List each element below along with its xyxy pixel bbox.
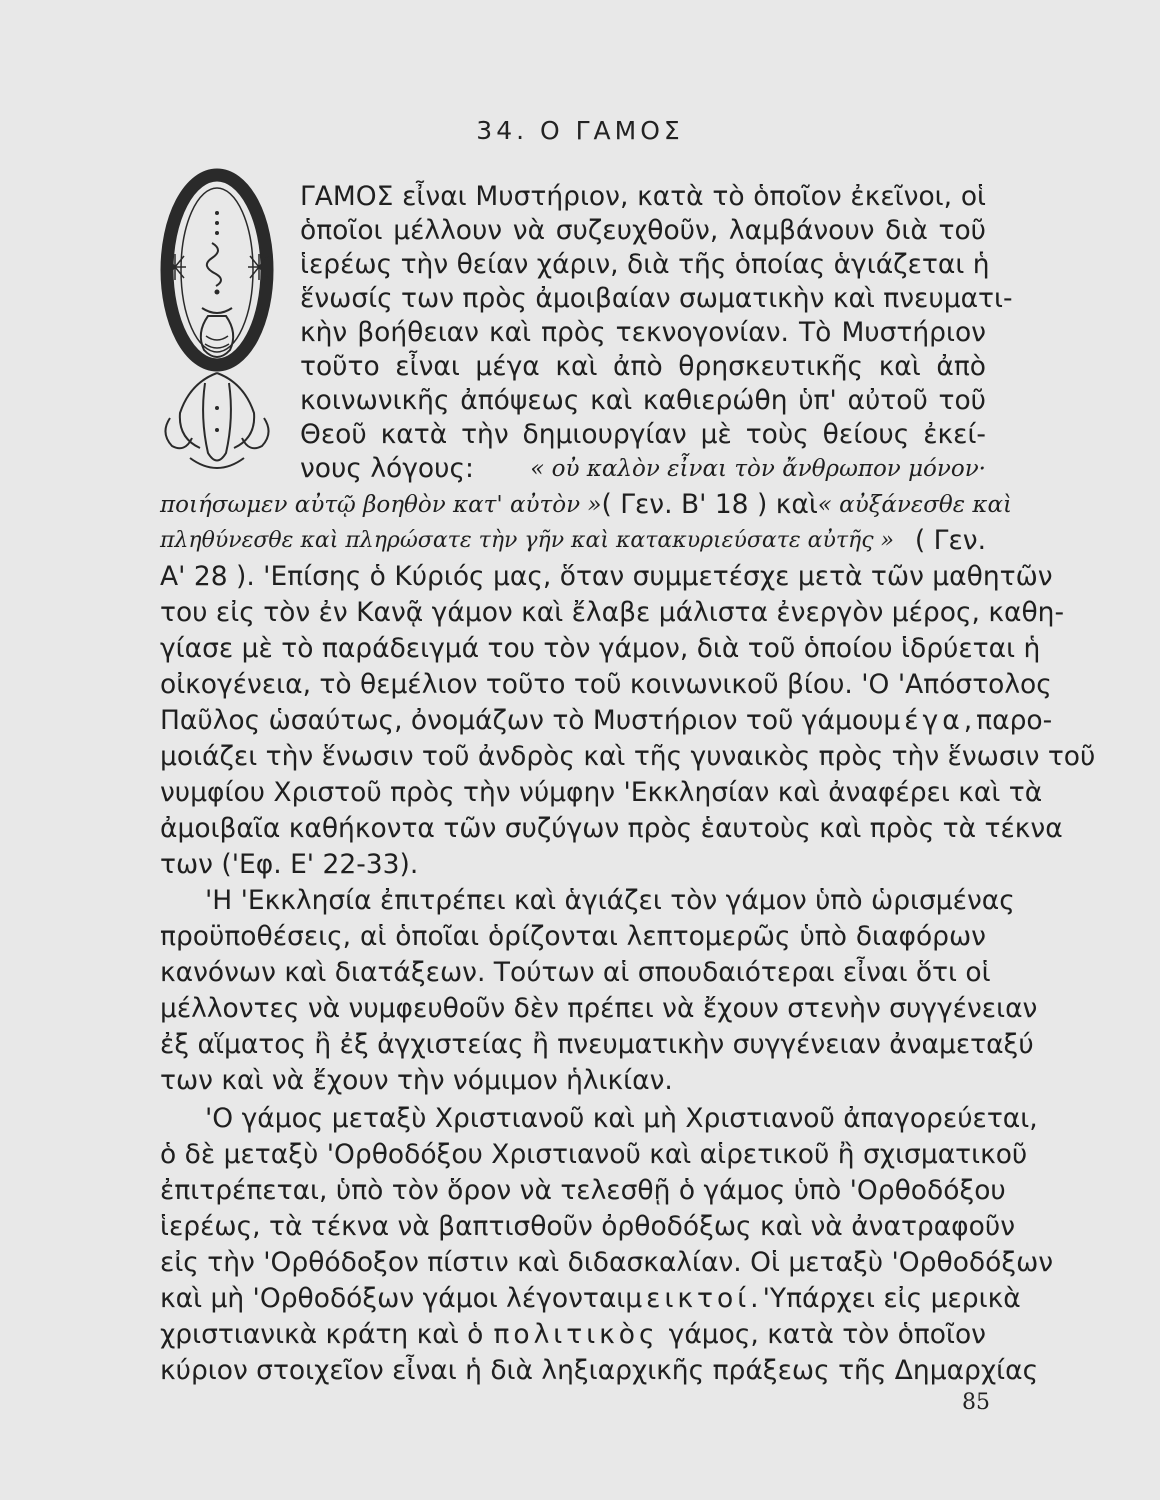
text-segment: νους λόγους: [300, 453, 474, 484]
text-line: κοινωνικῆς ἀπόψεως καὶ καθιερώθη ὑπ' αὐτοῦ τοῦ [300, 385, 986, 416]
text-line [160, 524, 986, 558]
text-line: ἱερέως τὴν θείαν χάριν, διὰ τῆς ὁποίας ἁγιάζεται ἡ [300, 249, 990, 280]
text-segment: χριστιανικὰ κράτη καὶ ὁ [160, 1319, 484, 1350]
scripture-quote: « οὐ καλὸν εἶναι τὸν ἄνθρωπον μόνον· [530, 456, 986, 482]
emphasized-word: πολιτικὸς [493, 1319, 659, 1350]
text-line: ἱερέως, τὰ τέκνα νὰ βαπτισθοῦν ὀρθοδόξως καὶ νὰ ἀνατραφοῦν [160, 1211, 1016, 1242]
text-line: οἰκογένεια, τὸ θεμέλιον τοῦτο τοῦ κοινωνικοῦ βίου. 'Ο 'Απόστολος [160, 669, 1052, 700]
text-line: ὁποῖοι μέλλουν νὰ συζευχθοῦν, λαμβάνουν διὰ τοῦ [300, 215, 986, 246]
text-segment: γάμος, κατὰ τὸν ὁποῖον [668, 1319, 986, 1350]
text-line: Θεοῦ κατὰ τὴν δημιουργίαν μὲ τοὺς θείους ἐκεί- [300, 419, 986, 450]
text-line: Α' 28 ). 'Επίσης ὁ Κύριός μας, ὅταν συμμετέσχε μετὰ τῶν μαθητῶν [160, 561, 1053, 592]
page-number: 85 [962, 1390, 990, 1415]
text-line: εἰς τὴν 'Ορθόδοξον πίστιν καὶ διδασκαλίαν. Οἱ μεταξὺ 'Ορθοδόξων [160, 1247, 1054, 1278]
text-line [160, 704, 1053, 738]
chapter-title: 34. Ο ΓΑΜΟΣ [476, 116, 684, 145]
scripture-quote: πληθύνεσθε καὶ πληρώσατε τὴν γῆν καὶ κατακυριεύσατε αὐτῆς » [160, 528, 895, 553]
ornamental-dropcap-omicron [160, 168, 284, 493]
emphasized-word: μέγα, [883, 705, 977, 736]
text-line: τοῦτο εἶναι μέγα καὶ ἀπὸ θρησκευτικῆς καὶ ἀπὸ [300, 351, 986, 382]
emphasized-word: μεικτοί. [625, 1283, 763, 1314]
text-line: κύριον στοιχεῖον εἶναι ἡ διὰ ληξιαρχικῆς πράξεως τῆς Δημαρχίας [160, 1355, 1039, 1386]
text-segment: παρο- [976, 705, 1053, 736]
text-line: κανόνων καὶ διατάξεων. Τούτων αἱ σπουδαιότεραι εἶναι ὅτι οἱ [160, 957, 991, 988]
text-segment: Παῦλος ὡσαύτως, ὀνομάζων τὸ Μυστήριον τοῦ γάμου [160, 705, 884, 736]
scripture-quote: ποιήσωμεν αὐτῷ βοηθὸν κατ' αὐτὸν » [160, 492, 602, 518]
text-line [160, 488, 1013, 522]
text-line [300, 452, 986, 486]
text-line: προϋποθέσεις, αἱ ὁποῖαι ὁρίζονται λεπτομερῶς ὑπὸ διαφόρων [160, 921, 986, 952]
scripture-reference: ( Γεν. Β' 18 ) καὶ [601, 489, 818, 520]
text-line: του εἰς τὸν ἐν Κανᾷ γάμον καὶ ἔλαβε μάλιστα ἐνεργὸν μέρος, καθη- [160, 597, 1065, 628]
text-line: των καὶ νὰ ἔχουν τὴν νόμιμον ἡλικίαν. [160, 1065, 673, 1096]
text-line: 'Ο γάμος μεταξὺ Χριστιανοῦ καὶ μὴ Χριστιανοῦ ἀπαγορεύεται, [205, 1103, 1038, 1134]
text-segment: 'Υπάρχει εἰς μερικὰ [762, 1283, 1021, 1314]
text-line: των ('Εφ. Ε' 22-33). [160, 849, 419, 880]
text-line: νυμφίου Χριστοῦ πρὸς τὴν νύμφην 'Εκκλησίαν καὶ ἀναφέρει καὶ τὰ [160, 777, 1043, 808]
text-line: ἕνωσίς των πρὸς ἀμοιβαίαν σωματικὴν καὶ πνευματι- [300, 283, 1013, 314]
text-line: ὁ δὲ μεταξὺ 'Ορθοδόξου Χριστιανοῦ καὶ αἱρετικοῦ ἢ σχισματικοῦ [160, 1139, 1028, 1170]
text-line [160, 1318, 986, 1352]
text-line: μοιάζει τὴν ἕνωσιν τοῦ ἀνδρὸς καὶ τῆς γυναικὸς πρὸς τὴν ἕνωσιν τοῦ [160, 741, 1096, 772]
scripture-reference: ( Γεν. [914, 525, 986, 556]
text-line: ἐπιτρέπεται, ὑπὸ τὸν ὅρον νὰ τελεσθῇ ὁ γάμος ὑπὸ 'Ορθοδόξου [160, 1175, 1006, 1206]
text-line: ἐξ αἵματος ἢ ἐξ ἀγχιστείας ἢ πνευματικὴν συγγένειαν ἀναμεταξύ [160, 1029, 1034, 1060]
text-line: μέλλοντες νὰ νυμφευθοῦν δὲν πρέπει νὰ ἔχουν στενὴν συγγένειαν [160, 993, 1038, 1024]
text-line: ΓΑΜΟΣ εἶναι Μυστήριον, κατὰ τὸ ὁποῖον ἐκεῖνοι, οἱ [300, 181, 986, 212]
text-line: 'Η 'Εκκλησία ἐπιτρέπει καὶ ἁγιάζει τὸν γάμον ὑπὸ ὡρισμένας [205, 885, 1015, 916]
text-segment: καὶ μὴ 'Ορθοδόξων γάμοι λέγονται [160, 1283, 626, 1314]
text-line: γίασε μὲ τὸ παράδειγμά του τὸν γάμον, διὰ τοῦ ὁποίου ἱδρύεται ἡ [160, 633, 1041, 664]
scripture-quote: « αὐξάνεσθε καὶ [817, 492, 1013, 518]
text-line: ἀμοιβαῖα καθήκοντα τῶν συζύγων πρὸς ἑαυτοὺς καὶ πρὸς τὰ τέκνα [160, 813, 1063, 844]
text-line [160, 1282, 1021, 1316]
text-line: κὴν βοήθειαν καὶ πρὸς τεκνογονίαν. Τὸ Μυστήριον [300, 317, 986, 348]
